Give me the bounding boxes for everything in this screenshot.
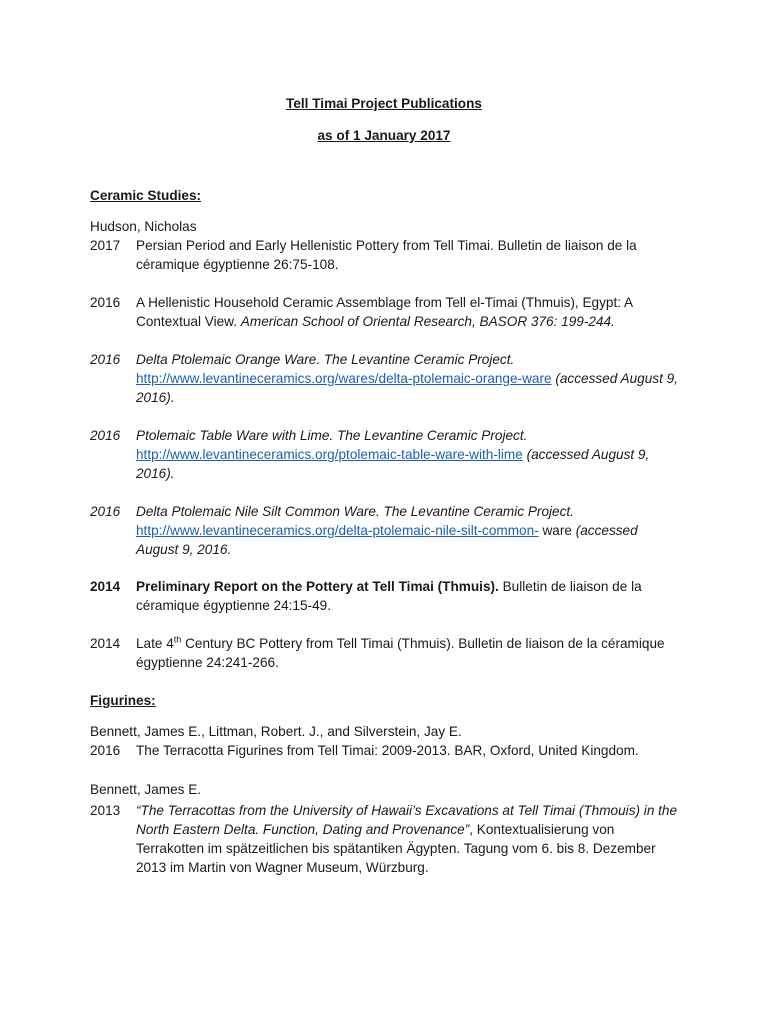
- entry-year: 2013: [90, 803, 121, 818]
- publication-entry: [90, 426, 690, 483]
- entry-title-rest: Century BC Pottery from Tell Timai (Thmuis). Bulletin de liaison de la céramique égyptienne 24:241-266.: [136, 636, 665, 670]
- entry-citation: The Terracotta Figurines from Tell Timai: 2009-2013. BAR, Oxford, United Kingdom.: [136, 743, 639, 758]
- entry-year: 2016: [90, 504, 121, 519]
- entry-access-note: (accessed August 9, 2016.: [136, 523, 638, 557]
- entry-title: Delta Ptolemaic Orange Ware. The Levantine Ceramic Project.: [136, 352, 515, 367]
- author-bennett: Bennett, James E.: [90, 782, 202, 797]
- publication-entry: [90, 634, 690, 672]
- publication-entry: [90, 293, 690, 331]
- entry-title: A Hellenistic Household Ceramic Assemblage from Tell el-Timai (Thmuis), Egypt: A Contextual View.: [136, 295, 633, 329]
- entry-url-link[interactable]: http://www.levantineceramics.org/delta-ptolemaic-nile-silt-common-: [136, 523, 539, 538]
- entry-venue: , Kontextualisierung von Terrakotten im spätzeitlichen bis spätantiken Ägypten. Tagung vom 6. bis 8. Dezember 2013 im Martin von Wagner Museum, Würzburg.: [136, 822, 656, 875]
- entry-title-start: Late 4: [136, 636, 174, 651]
- entry-citation: [136, 350, 681, 407]
- entry-citation: [136, 577, 681, 615]
- entry-citation: [136, 801, 681, 877]
- entry-year: 2016: [90, 295, 121, 310]
- entry-year: 2014: [90, 636, 121, 651]
- entry-title: Ptolemaic Table Ware with Lime. The Levantine Ceramic Project.: [136, 428, 528, 443]
- entry-citation: Persian Period and Early Hellenistic Pottery from Tell Timai. Bulletin de liaison de la céramique égyptienne 26:75-108.: [136, 238, 637, 272]
- section-heading-ceramic: Ceramic Studies:: [90, 188, 202, 203]
- entry-year: 2017: [90, 238, 121, 253]
- entry-citation: [136, 634, 681, 672]
- entry-citation: [136, 293, 681, 331]
- author-bennett-et-al: Bennett, James E., Littman, Robert. J., and Silverstein, Jay E.: [90, 724, 462, 739]
- author-hudson: Hudson, Nicholas: [90, 219, 197, 234]
- entry-journal: Bulletin de liaison de la céramique égyptienne 24:15-49.: [136, 579, 642, 613]
- publication-entry: [90, 741, 690, 760]
- entry-url-continuation: ware: [538, 523, 572, 538]
- publication-entry: [90, 350, 690, 407]
- entry-title: Preliminary Report on the Pottery at Tell Timai (Thmuis).: [136, 579, 499, 594]
- entry-year: 2016: [90, 743, 121, 758]
- page-subtitle: as of 1 January 2017: [317, 128, 451, 143]
- entry-year: 2016: [90, 428, 121, 443]
- entry-url-link[interactable]: http://www.levantineceramics.org/ptolemaic-table-ware-with-lime: [136, 447, 523, 462]
- ordinal-superscript: th: [173, 634, 182, 645]
- entry-url-link[interactable]: http://www.levantineceramics.org/wares/delta-ptolemaic-orange-ware: [136, 371, 552, 386]
- publication-entry: [90, 801, 690, 877]
- publication-entry: [90, 236, 690, 274]
- entry-citation: [136, 426, 681, 483]
- publication-entry: [90, 577, 690, 615]
- page-title: Tell Timai Project Publications: [286, 96, 482, 111]
- entry-year: 2016: [90, 352, 121, 367]
- entry-access-note: (accessed August 9, 2016).: [136, 371, 678, 405]
- section-heading-figurines: Figurines:: [90, 693, 156, 708]
- entry-access-note: (accessed August 9, 2016).: [136, 447, 650, 481]
- publication-entry: [90, 502, 690, 559]
- entry-journal: American School of Oriental Research, BASOR 376: 199-244.: [240, 314, 615, 329]
- entry-title: “The Terracottas from the University of Hawaii’s Excavations at Tell Timai (Thmouis) in the North Eastern Delta. Function, Dating and Provenance”: [136, 803, 678, 837]
- entry-year: 2014: [90, 579, 121, 594]
- entry-title: Delta Ptolemaic Nile Silt Common Ware. The Levantine Ceramic Project.: [136, 504, 574, 519]
- entry-citation: [136, 502, 681, 559]
